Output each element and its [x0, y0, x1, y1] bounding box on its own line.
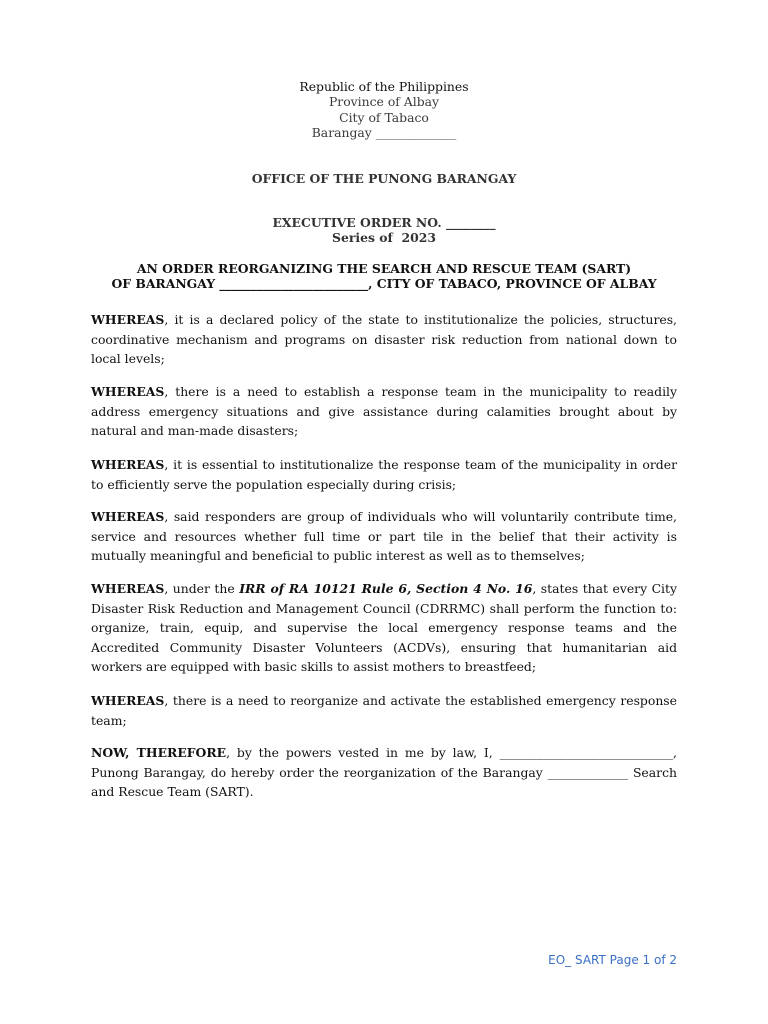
whereas-paragraph-2	[91, 382, 677, 441]
header-barangay: Barangay _____________	[311, 125, 457, 140]
paragraph-text: , it is a declared policy of the state to institutionalize the policies, structures, coordinative mechanism and programs on disaster risk reduction from national down to local levels;	[91, 312, 677, 367]
office-heading: OFFICE OF THE PUNONG BARANGAY	[251, 171, 517, 186]
whereas-keyword: WHEREAS	[91, 384, 165, 399]
whereas-keyword: WHEREAS	[91, 312, 165, 327]
paragraph-text: , said responders are group of individuals who will voluntarily contribute time, service and resources whether full time or part tile in the belief that their activity is mutually meaningful and beneficial to public interest as well as to themselves;	[91, 509, 677, 564]
whereas-paragraph-1	[91, 310, 677, 369]
paragraph-text: , by the powers vested in me by law, I, ____________________________, Punong Barangay, do hereby order the reorganization of the Barangay _____________ Search and Rescue Team (SART).	[91, 745, 677, 800]
now-therefore-paragraph	[91, 743, 677, 802]
executive-order-number: EXECUTIVE ORDER NO. ________	[272, 215, 496, 230]
paragraph-text: , it is essential to institutionalize the response team of the municipality in order to efficiently serve the population especially during crisis;	[91, 457, 677, 492]
order-title-line-2: OF BARANGAY ________________________, CITY OF TABACO, PROVINCE OF ALBAY	[111, 276, 657, 291]
paragraph-text: , states that every City Disaster Risk Reduction and Management Council (CDRRMC) shall perform the function to: organize, train, equip, and supervise the local emergency response teams and the Accredited Community Disaster Volunteers (ACDVs), ensuring that humanitarian aid workers are equipped with basic skills to assist mothers to breastfeed;	[91, 581, 677, 675]
order-title-line-1: AN ORDER REORGANIZING THE SEARCH AND RESCUE TEAM (SART)	[136, 261, 632, 276]
whereas-paragraph-6	[91, 691, 677, 730]
executive-order-series: Series of 2023	[332, 230, 436, 245]
whereas-keyword: WHEREAS	[91, 693, 165, 708]
whereas-paragraph-4	[91, 507, 677, 566]
page-footer: EO_ SART Page 1 of 2	[548, 953, 677, 967]
header-province: Province of Albay	[328, 94, 440, 109]
whereas-keyword: WHEREAS	[91, 457, 165, 472]
now-therefore-keyword: NOW, THEREFORE	[91, 745, 227, 760]
paragraph-text: , there is a need to establish a response team in the municipality to readily address emergency situations and give assistance during calamities brought about by natural and man-made disasters;	[91, 384, 677, 439]
whereas-keyword: WHEREAS	[91, 581, 165, 596]
header-republic: Republic of the Philippines	[299, 79, 469, 94]
legal-reference: IRR of RA 10121 Rule 6, Section 4 No. 16	[239, 581, 533, 596]
whereas-paragraph-5	[91, 579, 677, 677]
header-city: City of Tabaco	[339, 110, 429, 125]
paragraph-text-pre: , under the	[164, 581, 240, 596]
paragraph-text: , there is a need to reorganize and activate the established emergency response team;	[91, 693, 677, 728]
whereas-keyword: WHEREAS	[91, 509, 165, 524]
whereas-paragraph-3	[91, 455, 677, 494]
